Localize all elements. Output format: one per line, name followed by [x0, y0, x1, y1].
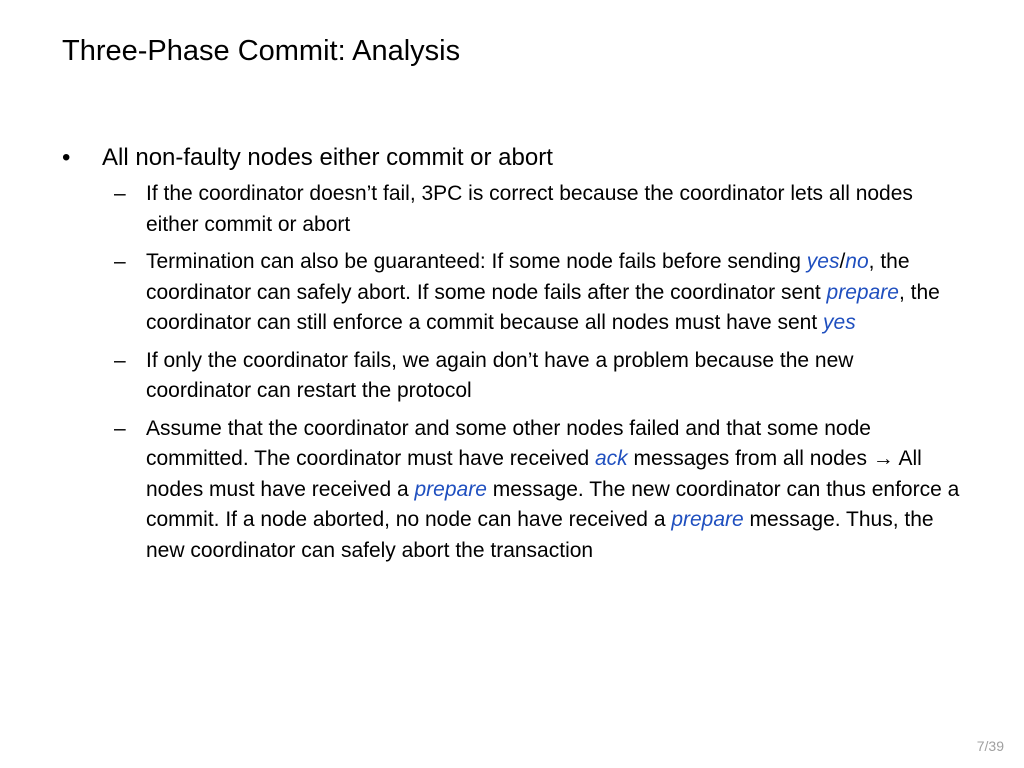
keyword-prepare: prepare [414, 477, 487, 501]
sub-bullet-termination [62, 247, 962, 339]
slide-content [62, 142, 962, 573]
sub-bullet-text: If only the coordinator fails, we again don’t have a problem because the new coordinator can restart the protocol [146, 348, 854, 402]
keyword-yes: yes [806, 250, 840, 273]
dash-marker: – [114, 416, 126, 440]
dash-marker: – [114, 250, 126, 273]
keyword-prepare: prepare [826, 280, 899, 304]
text-segment: All nodes must have received a [146, 447, 922, 501]
sub-bullet-coordinator-and-nodes-fail [62, 414, 962, 567]
text-segment: message. Thus, the new coordinator can safely abort the transaction [146, 508, 934, 562]
dash-marker: – [114, 182, 126, 205]
text-segment: message. The new coordinator can thus enforce a commit. If a node aborted, no node can have received a [146, 477, 960, 531]
keyword-ack: ack [595, 447, 628, 470]
text-segment: messages from all nodes [627, 447, 873, 470]
keyword-no: no [845, 250, 869, 273]
text-segment: Termination can also be guaranteed: If some node fails before sending [146, 250, 807, 273]
sub-bullet-list [62, 179, 962, 566]
slide-title: Three-Phase Commit: Analysis [62, 35, 461, 67]
right-arrow-icon: → [872, 447, 894, 470]
main-bullet-text: All non-faulty nodes either commit or abort [102, 144, 553, 171]
page-number: 7/39 [976, 738, 1004, 754]
main-bullet [62, 142, 962, 174]
bullet-marker: • [62, 144, 71, 171]
text-segment: Assume that the coordinator and some other nodes failed and that some node committed. The coordinator must have received [146, 416, 871, 470]
sub-bullet-coordinator-only-fails [62, 346, 962, 407]
text-segment: , the coordinator can still enforce a commit because all nodes must have sent [146, 280, 940, 334]
dash-marker: – [114, 348, 126, 372]
sub-bullet-text: If the coordinator doesn’t fail, 3PC is correct because the coordinator lets all nodes either commit or abort [146, 182, 913, 236]
keyword-prepare: prepare [671, 508, 744, 531]
sub-bullet-coordinator-no-fail [62, 179, 962, 240]
text-segment: / [839, 250, 846, 273]
keyword-yes: yes [823, 311, 856, 334]
text-segment: , the coordinator can safely abort. If some node fails after the coordinator sent [146, 250, 910, 304]
